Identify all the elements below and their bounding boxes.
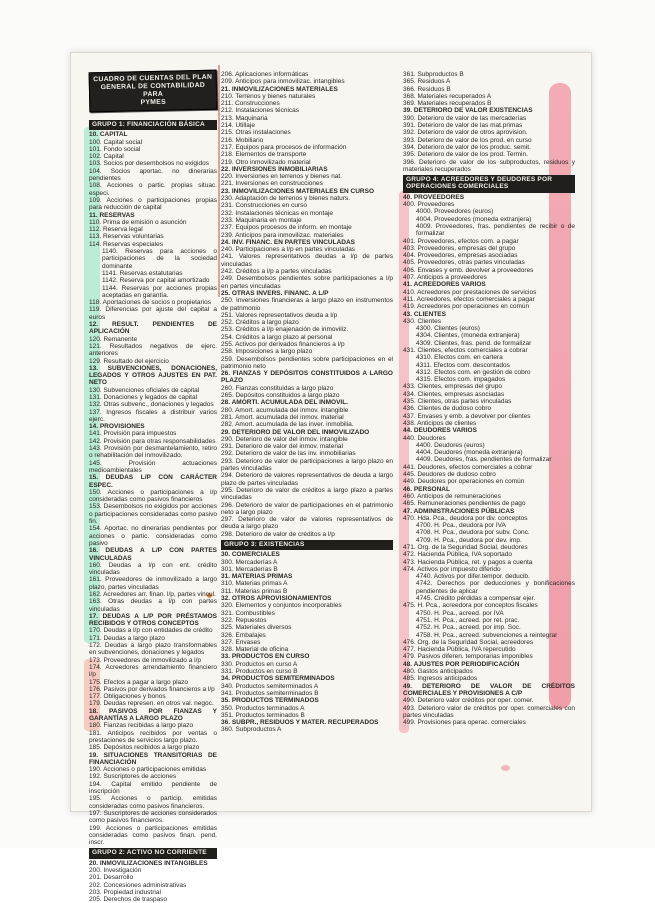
account-line: 350. Productos terminados A xyxy=(221,704,305,712)
account-line: 485. Ingresos anticipados xyxy=(403,675,478,683)
account-line: 150. Acciones o participaciones a l/p consideradas como pasivos financieros xyxy=(89,488,217,504)
account-line: 251. Valores representativos deuda a l/p xyxy=(221,311,338,319)
subaccount-line: 4742. Derechos por deducciones y bonificaciones pendientes de aplicar xyxy=(416,580,575,595)
account-line: 476. Org. de la Seguridad Social, acreedores xyxy=(403,638,534,646)
account-line: 101. Fondo social xyxy=(89,145,141,153)
account-line: 465. Remuneraciones pendientes de pago xyxy=(403,500,526,508)
account-line: 330. Productos en curso A xyxy=(221,660,298,668)
subaccount-line: 4709. H. Pca., deudora por dev. imp. xyxy=(416,536,522,544)
account-line: 394. Deterioro de valor de los produc. semit. xyxy=(403,143,531,151)
account-section-head: 15. DEUDAS L/P CON CARÁCTER ESPEC. xyxy=(89,474,217,489)
account-section-head: 19. SITUACIONES TRANSITORIAS DE FINANCIACIÓN xyxy=(89,751,217,766)
account-line: 103. Socios por desembolsos no exigidos xyxy=(89,160,209,168)
account-line: 100. Capital social xyxy=(89,138,143,146)
account-line: 340. Productos semiterminados A xyxy=(221,682,319,690)
column-3-items xyxy=(403,71,575,726)
group-header: GRUPO 3: EXISTENCIAS xyxy=(221,540,393,550)
ink-smudge xyxy=(501,765,510,771)
account-line: 172. Deudas a largo plazo transformables en subvenciones, donaciones y legados xyxy=(89,642,217,657)
account-line: 108. Acciones o partic. propias situac. especi. xyxy=(89,182,217,197)
account-line: 181. Anticipos recibidos por ventas o prestaciones de servicios largo plazo. xyxy=(89,729,217,744)
account-section-head: 24. INV. FINANC. EN PARTES VINCULADAS xyxy=(221,238,355,246)
account-line: 170. Deudas a l/p con entidades de crédito xyxy=(89,627,213,635)
column-2-items xyxy=(221,71,393,734)
account-line: 233. Maquinaria en montaje xyxy=(221,216,302,224)
account-section-head: 17. DEUDAS A L/P POR PRÉSTAMOS RECIBIDOS Y OTROS CONCEPTOS xyxy=(89,612,217,628)
account-line: 407. Anticipos a proveedores xyxy=(403,274,487,282)
account-section-head: 41. ACREEDORES VARIOS xyxy=(403,281,486,289)
account-line: 120. Remanente xyxy=(89,335,138,343)
account-line: 130. Subvenciones oficiales de capital xyxy=(89,386,200,394)
group-header: GRUPO 4: ACREEDORES Y DEUDORES POR OPERACIONES COMERCIALES xyxy=(403,175,575,193)
account-line: 479. Pasivos diferen. temporarias imponibles xyxy=(403,653,533,661)
account-line: 220. Inversiones en terrenos y bienes nat. xyxy=(221,173,343,181)
account-line: 197. Suscriptores de acciones considerados como pasivos financieros. xyxy=(89,809,217,825)
account-line: 237. Equipos procesos de inform. en montaje xyxy=(221,224,352,232)
subaccount-line: 4752. H. Pca., acreed. por imp. Soc. xyxy=(416,624,521,632)
account-line: 440. Deudores xyxy=(403,434,446,442)
account-line: 199. Acciones o participaciones emitidas consideradas como pasivos finan. pend. inscr. xyxy=(89,824,217,847)
account-line: 480. Gastos anticipados xyxy=(403,668,473,676)
account-line: 194. Capital emitido pendiente de inscripción xyxy=(89,780,217,796)
account-line: 102. Capital xyxy=(89,153,124,161)
account-line: 322. Repuestos xyxy=(221,616,267,624)
account-line: 320. Elementos y conjuntos incorporables xyxy=(221,602,342,610)
subaccount-line: 1140. Reservas para acciones o participaciones de la sociedad dominante xyxy=(102,248,217,270)
account-line: 179. Deudas represen. en otros val. negoc. xyxy=(89,700,214,708)
account-line: 239. Anticipos para inmovilizac. materiales xyxy=(221,231,344,239)
account-section-head: 14. PROVISIONES xyxy=(89,423,145,431)
account-line: 190. Acciones o participaciones emitidas xyxy=(89,766,207,774)
subaccount-line: 4304. Clientes, (moneda extranjera) xyxy=(416,332,520,340)
account-line: 213. Maquinaria xyxy=(221,114,268,122)
subaccount-line: 4400. Deudores (euros) xyxy=(416,441,485,449)
account-line: 109. Acciones o participaciones propias para reducción de capital xyxy=(89,196,217,212)
account-line: 232. Instalaciones técnicas en montaje xyxy=(221,209,334,217)
account-line: 310. Materias primas A xyxy=(221,580,288,588)
account-line: 295. Deterioro de valor de créditos a largo plazo a partes vinculadas xyxy=(221,486,393,502)
account-section-head: 35. PRODUCTOS TERMINADOS xyxy=(221,697,319,705)
subaccount-line: 4009. Proveedores, fras. pendientes de recibir o de formalizar xyxy=(416,222,575,238)
account-section-head: 39. DETERIORO DE VALOR EXISTENCIAS xyxy=(403,107,533,115)
account-line: 177. Obligaciones y bonos xyxy=(89,693,166,701)
account-line: 404. Proveedores, empresas asociadas xyxy=(403,252,518,260)
account-line: 321. Combustibles xyxy=(221,609,275,617)
subaccount-line: 1142. Reserva por capital amortizado xyxy=(102,277,210,285)
account-line: 297. Deterioro de valor de valores representativos de deuda a largo plazo xyxy=(221,516,393,531)
account-line: 326. Embalajes xyxy=(221,631,266,639)
account-line: 192. Suscriptores de acciones xyxy=(89,773,177,781)
account-line: 460. Anticipos de remuneraciones xyxy=(403,492,501,500)
account-line: 214. Utillaje xyxy=(221,122,255,130)
subaccount-line: 4751. H. Pca., acreed. por ret. prac. xyxy=(416,616,520,624)
account-section-head: 25. OTRAS INVERS. FINANC. A L/P xyxy=(221,289,329,297)
account-line: 132. Otras subvenc., donaciones y legados xyxy=(89,401,214,409)
account-line: 258. Imposiciones a largo plazo xyxy=(221,348,313,356)
account-line: 325. Materiales diversos xyxy=(221,624,292,632)
account-line: 171. Deudas a largo plazo xyxy=(89,634,165,642)
account-line: 253. Créditos a l/p enajenación de inmoviliz. xyxy=(221,326,349,334)
account-line: 252. Créditos a largo plazo xyxy=(221,319,299,327)
account-line: 259. Desembolsos pendientes sobre participaciones en el patrimonio neto xyxy=(221,355,393,370)
account-line: 493. Deterioro valor de créditos por oper. comerciales con partes vinculadas xyxy=(403,704,575,719)
account-line: 230. Adaptación de terrenos y bienes naturs. xyxy=(221,195,351,203)
account-line: 121. Resultados negativos de ejerc. anteriores xyxy=(89,342,217,358)
account-line: 173. Proveedores de inmovilizado a l/p xyxy=(89,656,202,664)
account-line: 219. Otro inmovilizado material xyxy=(221,158,311,166)
subaccount-line: 4700. H. Pca., deudora por IVA xyxy=(416,522,506,530)
account-section-head: 32. OTROS APROVISIONAMIENTOS xyxy=(221,595,332,603)
account-line: 368. Materiales recuperados A xyxy=(403,92,492,100)
account-line: 430. Clientes xyxy=(403,317,441,325)
title-line-3: PYMES xyxy=(140,98,166,107)
account-section-head: 18. PASIVOS POR FIANZAS Y GARANTÍAS A LARGO PLAZO xyxy=(89,707,217,723)
account-line: 210. Terrenos y bienes naturales xyxy=(221,92,316,100)
account-line: 419. Acreedores por operaciones en común xyxy=(403,303,530,311)
account-line: 301. Mercaderías B xyxy=(221,565,278,573)
account-line: 327. Envases xyxy=(221,638,261,646)
account-line: 300. Mercaderías A xyxy=(221,558,278,566)
account-line: 185. Depósitos recibidos a largo plazo xyxy=(89,744,200,752)
account-line: 175. Efectos a pagar a largo plazo xyxy=(89,678,189,686)
account-line: 216. Mobiliario xyxy=(221,136,264,144)
account-section-head: 34. PRODUCTOS SEMITERMINADOS xyxy=(221,675,335,683)
account-line: 217. Equipos para procesos de información xyxy=(221,143,347,151)
account-section-head: 47. ADMINISTRACIONES PÚBLICAS xyxy=(403,507,515,515)
account-line: 231. Construcciones en curso xyxy=(221,202,307,210)
account-line: 176. Pasivos por derivados financieros a l/p xyxy=(89,685,215,693)
account-section-head: 12. RESULT. PENDIENTES DE APLICACIÓN xyxy=(89,321,217,336)
account-line: 311. Materias primas B xyxy=(221,587,288,595)
account-line: 441. Deudores, efectos comerciales a cobrar xyxy=(403,463,533,471)
account-line: 240. Participaciones a l/p en partes vinculadas xyxy=(221,246,356,254)
subaccount-line: 4309. Clientes, fras. pend. de formalizar xyxy=(416,339,532,347)
account-line: 180. Fianzas recibidas a largo plazo xyxy=(89,722,194,730)
account-line: 361. Subproductos B xyxy=(403,71,464,78)
account-line: 212. Instalaciones técnicas xyxy=(221,107,300,115)
account-line: 435. Clientes, otras partes vinculadas xyxy=(403,398,512,406)
account-line: 110. Prima de emisión o asunción xyxy=(89,218,187,226)
column-3 xyxy=(403,71,575,726)
account-section-head: 10. CAPITAL xyxy=(89,131,128,139)
account-section-head: 31. MATERIAS PRIMAS xyxy=(221,573,293,581)
subaccount-line: 4315. Efectos com. impagados xyxy=(416,376,506,384)
subaccount-line: 4740. Activos por difer.tempor. deducib. xyxy=(416,573,530,581)
account-line: 449. Deudores por operaciones en común xyxy=(403,478,525,486)
account-line: 292. Deterioro de valor de las inv. inmobiliarias xyxy=(221,450,356,458)
account-line: 141. Provisión para impuestos xyxy=(89,430,177,438)
account-section-head: 28. AMORTI. ACUMULADA DEL INMOVIL. xyxy=(221,399,348,407)
account-line: 161. Proveedores de inmovilizado a largo plazo, partes vinculadas xyxy=(89,576,217,591)
account-line: 365. Residuos A xyxy=(403,78,451,86)
account-section-head: 46. PERSONAL xyxy=(403,485,450,493)
account-line: 369. Materiales recuperados B xyxy=(403,100,492,108)
account-line: 114. Reservas especiales xyxy=(89,240,163,248)
account-line: 265. Depósitos constituidos a largo plazo xyxy=(221,392,340,400)
subaccount-line: 4745. Crédito pérdidas a compensar ejer. xyxy=(416,595,536,603)
account-section-head: 49. DETERIORO DE VALOR DE CRÉDITOS COMERCIALES Y PROVISIONES A C/P xyxy=(403,682,575,697)
account-line: 470. Hda. Pca., deudora por div. conceptos xyxy=(403,514,528,522)
account-line: 401. Proveedores, efectos com. a pagar xyxy=(403,237,519,245)
subaccount-line: 4311. Efectos com. descontados xyxy=(416,361,510,369)
account-line: 473. Hacienda Pública, ret. y pagos a cuenta xyxy=(403,558,533,566)
account-line: 205. Derechos de traspaso xyxy=(89,896,168,903)
account-line: 200. Investigación xyxy=(89,866,142,874)
column-1 xyxy=(89,71,217,903)
account-line: 475. H. Pca., acreedora por conceptos fiscales xyxy=(403,602,538,610)
subaccount-line: 4004. Proveedores (moneda extranjera) xyxy=(416,215,532,223)
account-section-head: 22. INVERSIONES INMOBILIARIAS xyxy=(221,165,328,173)
subaccount-line: 4312. Efectos com. en gestión de cobro xyxy=(416,368,531,376)
account-line: 436. Clientes de dudoso cobro xyxy=(403,405,492,413)
account-line: 400. Proveedores xyxy=(403,201,455,209)
account-line: 129. Resultado del ejercicio xyxy=(89,357,169,365)
group-header: GRUPO 1: FINANCIACIÓN BÁSICA xyxy=(89,120,217,130)
account-line: 281. Amort. acumulada del inmov. material xyxy=(221,413,344,421)
account-line: 154. Aportac. no dinerarias pendientes por acciones o partic. consideradas como pasivo xyxy=(89,525,217,547)
account-line: 145. Provisión actuaciones medioambientales xyxy=(89,459,217,474)
subaccount-line: 4708. H. Pca., deudora por subv. Conc. xyxy=(416,529,530,537)
account-line: 360. Subproductos A xyxy=(221,726,282,734)
account-line: 202. Concesiones administrativas xyxy=(89,881,187,889)
account-line: 296. Deterioro de valor de participaciones en el patrimonio neto a largo plazo xyxy=(221,501,393,516)
account-line: 209. Anticipos para inmovilizac. intangibles xyxy=(221,78,345,86)
account-section-head: 21. INMOVILIZACIONES MATERIALES xyxy=(221,85,338,93)
account-line: 282. Amort. acumulada de las inver. inmobilia. xyxy=(221,421,354,429)
account-line: 406. Envases y emb. devolver a proveedores xyxy=(403,266,534,274)
account-line: 396. Deterioro de valor de los subproductos, residuos y materiales recuperados xyxy=(403,158,575,173)
document-title xyxy=(89,70,218,113)
account-line: 160. Deudas a l/p con ent. crédito vinculadas xyxy=(89,561,217,577)
account-line: 395. Deterioro de valor de los prod. Termin. xyxy=(403,151,528,159)
account-line: 445. Deudores de dudoso cobro xyxy=(403,471,496,479)
account-line: 218. Elementos de transporte xyxy=(221,151,307,159)
account-line: 411. Acreedores, efectos comerciales a pagar xyxy=(403,295,535,303)
account-line: 162. Acreedores arr. finan. l/p, partes vincul. xyxy=(89,591,216,598)
account-line: 250. Inversiones financieras a largo plazo en instrumentos de patrimonio xyxy=(221,297,393,312)
title-line-1: CUADRO DE CUENTAS DEL PLAN xyxy=(93,73,213,84)
account-line: 490. Deterioro valor créditos por oper. comer. xyxy=(403,697,534,705)
account-line: 195. Acciones o particip. emitidas consideradas como pasivos financieros. xyxy=(89,795,217,810)
account-section-head: 40. PROVEEDORES xyxy=(403,193,465,201)
account-line: 260. Fianzas constituidas a largo plazo xyxy=(221,384,334,392)
account-line: 437. Envases y emb. a devolver por clientes xyxy=(403,412,531,420)
account-line: 206. Aplicaciones informáticas xyxy=(221,71,309,78)
account-line: 433. Clientes, empresas del grupo xyxy=(403,383,503,391)
account-line: 163. Otras deudas a l/p con partes vinculadas xyxy=(89,598,217,613)
account-line: 298. Deterioro de valor de créditos a l/p xyxy=(221,530,335,538)
account-section-head: 16. DEUDAS A L/P CON PARTES VINCULADAS xyxy=(89,547,217,562)
account-line: 405. Proveedores, otras partes vinculadas xyxy=(403,259,525,267)
account-section-head: 13. SUBVENCIONES, DONACIONES, LEGADOS Y OTROS AJUSTES EN PAT. NETO xyxy=(89,364,217,387)
account-line: 119. Diferencias por ajuste del capital a euros xyxy=(89,306,217,321)
account-line: 393. Deterioro de valor de los prod. en curso xyxy=(403,136,532,144)
account-line: 242. Créditos a l/p a partes vinculadas xyxy=(221,268,332,276)
account-line: 477. Hacienda Pública, IVA repercutido xyxy=(403,646,516,654)
account-line: 241. Valores representativos deudas a l/p de partes vinculadas xyxy=(221,253,393,268)
account-line: 143. Provisión por desmantelamiento, retiro o rehabilitación del inmovilizado. xyxy=(89,445,217,460)
account-section-head: 33. PRODUCTOS EN CURSO xyxy=(221,653,310,661)
title-line-2: GENERAL DE CONTABILIDAD PARA xyxy=(100,81,206,99)
account-section-head: 11. RESERVAS xyxy=(89,211,135,219)
account-line: 392. Deterioro de valor de otros aprovision. xyxy=(403,129,528,137)
subaccount-line: 4409. Deudores, fras. pendientes de formalizar xyxy=(416,456,552,464)
account-line: 203. Propiedad industrial xyxy=(89,888,161,896)
account-line: 201. Desarrollo xyxy=(89,874,134,882)
account-line: 351. Productos terminados B xyxy=(221,711,305,719)
account-section-head: 36. SUBPR., RESIDUOS Y MATER. RECUPERADOS xyxy=(221,719,379,727)
group-header: GRUPO 2: ACTIVO NO CORRIENTE xyxy=(89,848,217,858)
account-section-head: 26. FIANZAS Y DEPÓSITOS CONSTITUIDOS A LARGO PLAZO xyxy=(221,370,393,385)
account-line: 153. Desembolsos no exigidos por acciones o participaciones consideradas como pasivo fin. xyxy=(89,503,217,526)
account-line: 118. Aportaciones de socios o propietarios xyxy=(89,299,212,307)
account-line: 499. Provisiones para operac. comerciales xyxy=(403,719,526,727)
account-line: 472. Hacienda Pública, IVA soportado xyxy=(403,551,513,559)
account-line: 341. Productos semiterminados B xyxy=(221,689,319,697)
account-line: 137. Ingresos fiscales a distribuir varios ejerc. xyxy=(89,408,217,423)
account-line: 474. Activos por impuesto diferido xyxy=(403,565,501,573)
account-line: 113. Reservas voluntarias xyxy=(89,233,164,241)
account-section-head: 20. INMOVILIZACIONES INTANGIBLES xyxy=(89,859,208,867)
account-line: 293. Deterioro de valor de participaciones a largo plazo en partes vinculadas xyxy=(221,457,393,473)
column-2 xyxy=(221,71,393,734)
account-section-head: 44. DEUDORES VARIOS xyxy=(403,427,477,435)
account-section-head: 29. DETERIORO DE VALOR DEL INMOVILIZADO xyxy=(221,428,370,436)
subaccount-line: 4750. H. Pca., acreed. por IVA xyxy=(416,609,504,617)
account-line: 221. Inversiones en construcciones xyxy=(221,180,323,188)
account-line: 294. Deterioro de valores representativos de deuda a largo plazo de partes vinculadas xyxy=(221,472,393,487)
account-line: 131. Donaciones y legados de capital xyxy=(89,393,198,401)
subaccount-line: 4404. Deudores (moneda extranjera) xyxy=(416,449,523,457)
account-line: 255. Activos por derivados financieros a l/p xyxy=(221,340,345,348)
account-line: 471. Org. de la Seguridad Social, deudores xyxy=(403,544,528,551)
account-line: 174. Acreedores arrendamiento financiero l/p xyxy=(89,663,217,679)
subaccount-line: 4758. H. Pca., acreed. subvenciones a reintegrar xyxy=(416,631,558,639)
subaccount-line: 4000. Proveedores (euros) xyxy=(416,208,494,216)
account-line: 403. Proveedores, empresas del grupo xyxy=(403,244,516,252)
account-line: 112. Reserva legal xyxy=(89,226,143,234)
account-line: 366. Residuos B xyxy=(403,85,451,93)
account-line: 291. Deterioro de valor del inmov. material xyxy=(221,443,343,451)
column-divider-mark xyxy=(218,65,220,297)
account-section-head: 23. INMOVILIZACIONES MATERIALES EN CURSO xyxy=(221,187,375,195)
column-1-items xyxy=(89,120,217,903)
document-page xyxy=(70,52,592,903)
account-line: 434. Clientes, empresas asociadas xyxy=(403,390,505,398)
account-line: 391. Deterioro de valor de las mat.primas xyxy=(403,122,523,130)
account-line: 390. Deterioro de valor de las mercaderías xyxy=(403,114,527,122)
account-line: 211. Construcciones xyxy=(221,100,280,108)
account-section-head: 30. COMERCIALES xyxy=(221,551,280,559)
subaccount-line: 4310. Efectos com. en cartera xyxy=(416,354,503,362)
account-section-head: 43. CLIENTES xyxy=(403,310,446,318)
subaccount-line: 1141. Reservas estatutarias xyxy=(102,269,183,277)
account-line: 142. Provisión para otras responsabilidades xyxy=(89,437,216,445)
account-line: 328. Material de oficina xyxy=(221,646,289,654)
account-line: 215. Otras instalaciones xyxy=(221,129,291,137)
account-line: 254. Créditos a largo plazo al personal xyxy=(221,333,333,341)
account-section-head: 48. AJUSTES POR PERIODIFICACIÓN xyxy=(403,660,520,668)
subaccount-line: 1144. Reservas por acciones propias aceptadas en garantía. xyxy=(102,284,217,299)
account-line: 249. Desembolsos pendientes sobre participaciones a l/p en partes vinculadas xyxy=(221,275,393,290)
account-line: 331. Productos en curso B xyxy=(221,668,298,676)
account-line: 280. Amort. acumulada del inmov. intangible xyxy=(221,406,349,414)
account-line: 104. Socios aportac. no dinerarias pendientes xyxy=(89,167,217,183)
account-line: 438. Anticipos de clientes xyxy=(403,419,477,427)
account-line: 431. Clientes, efectos comerciales a cobrar xyxy=(403,346,528,354)
account-line: 410. Acreedores por prestaciones de servicios xyxy=(403,288,537,296)
subaccount-line: 4300. Clientes (euros) xyxy=(416,325,480,333)
account-line: 290. Deterioro de valor del inmov. intangible xyxy=(221,435,348,443)
